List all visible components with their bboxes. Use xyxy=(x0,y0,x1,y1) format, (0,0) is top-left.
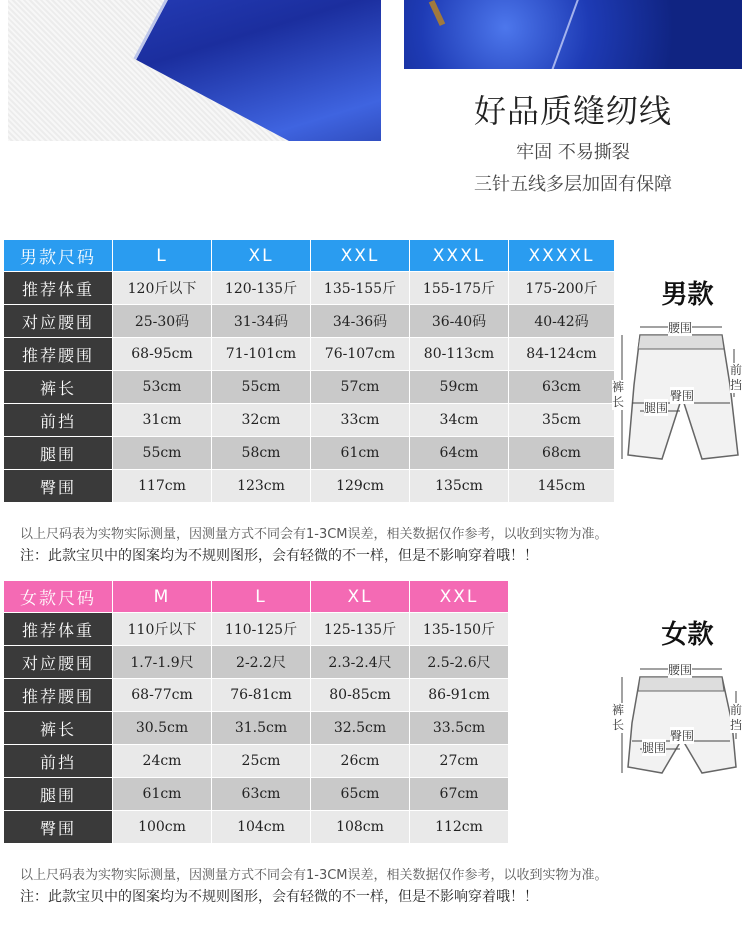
table-cell: 2-2.2尺 xyxy=(212,646,311,679)
table-cell: 55cm xyxy=(113,437,212,470)
table-cell: 135-150斤 xyxy=(410,613,509,646)
table-cell: 68cm xyxy=(509,437,615,470)
table-cell: 71-101cm xyxy=(212,338,311,371)
table-cell xyxy=(509,613,615,646)
men-gender-label: 男款 xyxy=(661,280,714,310)
table-cell: 65cm xyxy=(311,778,410,811)
women-size-col xyxy=(509,581,615,613)
table-cell: 155-175斤 xyxy=(410,272,509,305)
men-size-col: XL xyxy=(212,240,311,272)
length-label: 裤长 xyxy=(612,703,625,732)
table-cell: 110斤以下 xyxy=(113,613,212,646)
row-label: 前挡 xyxy=(4,745,113,778)
table-cell: 36-40码 xyxy=(410,305,509,338)
front-rise-label: 前挡 xyxy=(730,363,743,392)
waist-label: 腰围 xyxy=(668,663,693,677)
table-cell: 33cm xyxy=(311,404,410,437)
table-cell: 135-155斤 xyxy=(311,272,410,305)
row-label: 臀围 xyxy=(4,470,113,503)
table-cell: 100cm xyxy=(113,811,212,844)
table-cell xyxy=(509,646,615,679)
table-cell: 104cm xyxy=(212,811,311,844)
measure-note: 以上尺码表为实物实际测量，因测量方式不同会有1-3CM误差，相关数据仅作参考，以收到实物为准。 xyxy=(20,868,608,883)
leg-label: 腿围 xyxy=(642,741,667,755)
row-label: 推荐体重 xyxy=(4,613,113,646)
table-cell: 25cm xyxy=(212,745,311,778)
women-size-col: M xyxy=(113,581,212,613)
table-cell: 129cm xyxy=(311,470,410,503)
table-cell: 27cm xyxy=(410,745,509,778)
fabric-detail-photo xyxy=(8,0,381,141)
quality-slogan-sub1: 牢固 不易撕裂 xyxy=(516,142,630,163)
table-cell: 34-36码 xyxy=(311,305,410,338)
front-rise-label: 前挡 xyxy=(730,703,743,732)
table-cell: 26cm xyxy=(311,745,410,778)
women-shorts-diagram xyxy=(610,655,750,805)
table-cell: 31.5cm xyxy=(212,712,311,745)
table-cell xyxy=(509,745,615,778)
table-cell xyxy=(509,811,615,844)
table-row xyxy=(4,371,615,404)
women-size-col: XXL xyxy=(410,581,509,613)
table-cell: 68-95cm xyxy=(113,338,212,371)
row-label: 推荐体重 xyxy=(4,272,113,305)
row-label: 裤长 xyxy=(4,371,113,404)
table-cell: 61cm xyxy=(113,778,212,811)
men-size-col: XXXL xyxy=(410,240,509,272)
row-label: 推荐腰围 xyxy=(4,338,113,371)
table-cell: 63cm xyxy=(212,778,311,811)
table-row xyxy=(4,305,615,338)
leg-label: 腿围 xyxy=(644,401,669,415)
measure-note: 以上尺码表为实物实际测量，因测量方式不同会有1-3CM误差，相关数据仅作参考，以收到实物为准。 xyxy=(20,527,608,542)
row-label: 腿围 xyxy=(4,778,113,811)
women-size-col: L xyxy=(212,581,311,613)
table-cell: 55cm xyxy=(212,371,311,404)
men-size-col: XXL xyxy=(311,240,410,272)
table-cell: 110-125斤 xyxy=(212,613,311,646)
table-cell: 2.5-2.6尺 xyxy=(410,646,509,679)
table-cell: 67cm xyxy=(410,778,509,811)
table-cell: 53cm xyxy=(113,371,212,404)
row-label: 推荐腰围 xyxy=(4,679,113,712)
table-cell: 61cm xyxy=(311,437,410,470)
table-cell: 30.5cm xyxy=(113,712,212,745)
table-cell: 33.5cm xyxy=(410,712,509,745)
table-row xyxy=(4,404,615,437)
men-size-col: L xyxy=(113,240,212,272)
table-cell: 64cm xyxy=(410,437,509,470)
table-row xyxy=(4,613,615,646)
row-label: 对应腰围 xyxy=(4,305,113,338)
table-row xyxy=(4,778,615,811)
men-size-col: XXXXL xyxy=(509,240,615,272)
men-size-header xyxy=(4,240,615,272)
table-cell: 112cm xyxy=(410,811,509,844)
women-gender-label: 女款 xyxy=(661,620,714,650)
row-label: 前挡 xyxy=(4,404,113,437)
table-cell: 59cm xyxy=(410,371,509,404)
table-row xyxy=(4,470,615,503)
women-size-col: XL xyxy=(311,581,410,613)
table-cell: 76-107cm xyxy=(311,338,410,371)
hip-label: 臀围 xyxy=(670,389,695,403)
pattern-note: 注：此款宝贝中的图案均为不规则图形，会有轻微的不一样，但是不影响穿着哦！！ xyxy=(20,548,538,564)
women-size-table xyxy=(4,581,615,844)
row-label: 对应腰围 xyxy=(4,646,113,679)
table-cell: 86-91cm xyxy=(410,679,509,712)
table-row xyxy=(4,712,615,745)
table-cell: 125-135斤 xyxy=(311,613,410,646)
table-cell: 108cm xyxy=(311,811,410,844)
women-size-header xyxy=(4,581,615,613)
table-cell: 32.5cm xyxy=(311,712,410,745)
table-cell: 123cm xyxy=(212,470,311,503)
table-row xyxy=(4,338,615,371)
quality-slogan-sub2: 三针五线多层加固有保障 xyxy=(474,174,672,195)
table-cell: 34cm xyxy=(410,404,509,437)
table-row xyxy=(4,646,615,679)
hip-label: 臀围 xyxy=(670,729,695,743)
table-row xyxy=(4,679,615,712)
table-cell: 1.7-1.9尺 xyxy=(113,646,212,679)
table-cell: 58cm xyxy=(212,437,311,470)
table-cell: 175-200斤 xyxy=(509,272,615,305)
row-label: 腿围 xyxy=(4,437,113,470)
table-cell: 135cm xyxy=(410,470,509,503)
length-label: 裤长 xyxy=(612,380,625,409)
men-shorts-diagram xyxy=(610,315,750,465)
men-size-table xyxy=(4,240,615,503)
stitching-detail-photo xyxy=(404,0,742,69)
table-cell: 145cm xyxy=(509,470,615,503)
table-row xyxy=(4,745,615,778)
table-cell: 31cm xyxy=(113,404,212,437)
waist-label: 腰围 xyxy=(668,321,693,335)
table-cell: 25-30码 xyxy=(113,305,212,338)
table-cell: 24cm xyxy=(113,745,212,778)
pattern-note: 注：此款宝贝中的图案均为不规则图形，会有轻微的不一样，但是不影响穿着哦！！ xyxy=(20,889,538,905)
table-cell xyxy=(509,778,615,811)
table-cell: 32cm xyxy=(212,404,311,437)
women-header-title: 女款尺码 xyxy=(4,581,113,613)
table-cell: 68-77cm xyxy=(113,679,212,712)
table-cell: 40-42码 xyxy=(509,305,615,338)
men-header-title: 男款尺码 xyxy=(4,240,113,272)
table-cell xyxy=(509,712,615,745)
table-cell: 63cm xyxy=(509,371,615,404)
table-cell: 120-135斤 xyxy=(212,272,311,305)
table-cell: 80-85cm xyxy=(311,679,410,712)
table-cell: 120斤以下 xyxy=(113,272,212,305)
row-label: 臀围 xyxy=(4,811,113,844)
table-cell: 80-113cm xyxy=(410,338,509,371)
table-cell: 117cm xyxy=(113,470,212,503)
table-cell: 31-34码 xyxy=(212,305,311,338)
table-row xyxy=(4,437,615,470)
row-label: 裤长 xyxy=(4,712,113,745)
table-cell: 76-81cm xyxy=(212,679,311,712)
table-row xyxy=(4,272,615,305)
quality-slogan-title: 好品质缝纫线 xyxy=(473,92,672,130)
table-cell: 57cm xyxy=(311,371,410,404)
table-cell: 84-124cm xyxy=(509,338,615,371)
table-cell: 35cm xyxy=(509,404,615,437)
table-cell xyxy=(509,679,615,712)
table-row xyxy=(4,811,615,844)
table-cell: 2.3-2.4尺 xyxy=(311,646,410,679)
